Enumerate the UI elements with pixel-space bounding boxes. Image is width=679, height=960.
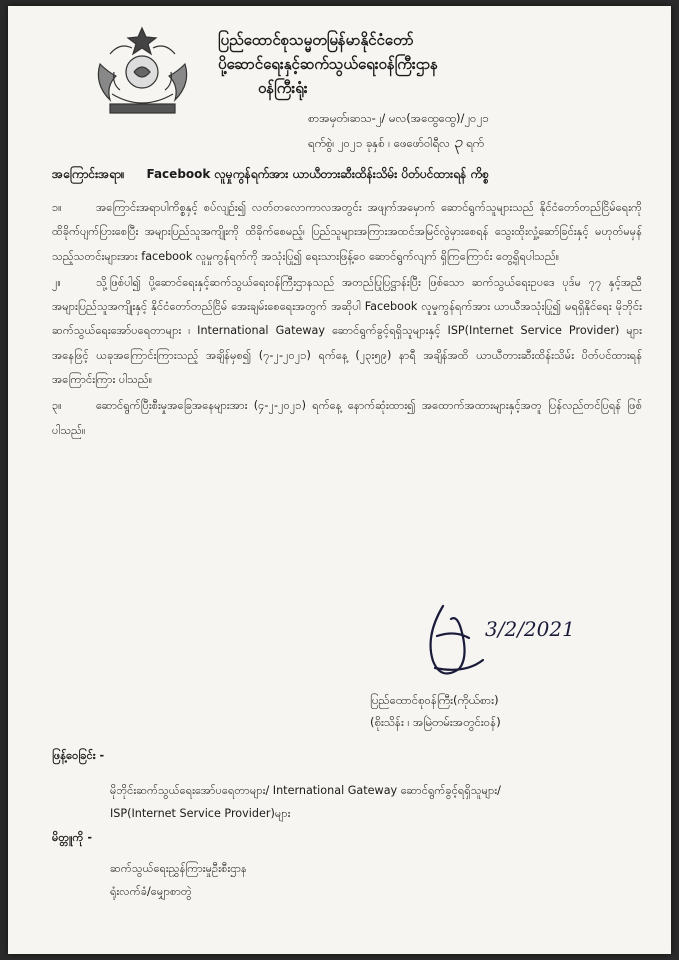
- paragraph-text: သို့ဖြစ်ပါ၍ ပို့ဆောင်ရေးနှင့်ဆက်သွယ်ရေးဝန်ကြီးဌာနသည် အတည်ပြုပြဋ္ဌာန်းပြီး ဖြစ်သော ဆက်သွယ်ရေးဥပဒေ ပုဒ်မ ၇၇ နှင့်အညီ အများပြည်သူအကျိုးနှင့် နိုင်ငံတော်တည်ငြိမ် အေးချမ်းစေရေးအတွက် အဆိုပါ Facebook လူမှုကွန်ရက်အား ယာယီအသုံးပြု၍ မရရှိနိုင်ရေး မိုဘိုင်းဆက်သွယ်ရေးအော်ပရေတာများ ၊ International Gateway ဆောင်ရွက်ခွင့်ရရှိသူများနှင့် ISP(Internet Service Provider) များအနေဖြင့် ယခုအကြောင်းကြားသည့် အချိန်မှစ၍ (၇-၂-၂၀၂၁) ရက်နေ့ (၂၃း၅၉) နာရီ အချိန်အထိ ယာယီတားဆီးထိန်းသိမ်း ပိတ်ပင်ထားရန် အကြောင်းကြား ပါသည်။: [52, 275, 642, 387]
- date-suffix: ရက်: [466, 136, 485, 150]
- distribution-line: မိုဘိုင်းဆက်သွယ်ရေးအော်ပရေတာများ/ International Gateway ဆောင်ရွက်ခွင့်ရရှိသူများ/: [110, 784, 501, 797]
- letter-number: စာအမှတ်၊ဆသ-၂/ မလ(အထွေထွေ)/၂၀၂၁: [308, 111, 489, 125]
- handwritten-signature: [413, 596, 583, 686]
- letterhead-office: ဝန်ကြီးရုံး: [258, 79, 308, 97]
- signer-title: ပြည်ထောင်စုဝန်ကြီး(ကိုယ်စား): [370, 693, 499, 707]
- copy-to-line: ဆက်သွယ်ရေးညွှန်ကြားမှုဦးစီးဌာန: [110, 862, 247, 875]
- distribution-block: [52, 744, 652, 825]
- letterhead: [218, 28, 518, 100]
- copy-to-block: [52, 826, 652, 903]
- letter-body: [52, 196, 642, 445]
- letter-date: [308, 130, 489, 155]
- letter-page: [8, 6, 671, 954]
- signature-date: 3/2/2021: [485, 617, 575, 641]
- date-day-handwritten: ၃: [453, 132, 463, 151]
- distribution-line: ISP(Internet Service Provider)များ: [110, 807, 291, 820]
- signer-name: (စိုးသိန်း ၊ အမြဲတမ်းအတွင်းဝန်): [370, 715, 501, 729]
- paragraph-3: [52, 394, 642, 443]
- paragraph-1: [52, 196, 642, 269]
- subject-label: အကြောင်းအရာ။: [52, 167, 125, 181]
- copy-to-label: မိတ္တူကို -: [52, 831, 92, 844]
- copy-to-line: ရုံးလက်ခံ/မျှောစာတွဲ: [110, 885, 192, 898]
- subject-text: Facebook လူမှုကွန်ရက်အား ယာယီတားဆီးထိန်းသိမ်း ပိတ်ပင်ထားရန် ကိစ္စ: [146, 167, 489, 181]
- state-seal-icon: [90, 24, 195, 119]
- paragraph-text: အကြောင်းအရာပါကိစ္စနှင့် စပ်လျဉ်း၍ လတ်တလောကာလအတွင်း အဖျက်အမှောက် ဆောင်ရွက်သူများသည် နိုင်ငံတော်တည်ငြိမ်ရေးကို ထိခိုက်ပျက်ပြားစေပြီး အများပြည်သူအကျိုးကို ထိခိုက်စေမည့်၊ ပြည်သူများအကြားအထင်အမြင်လွဲမှားစေရန် သွေးထိုးလှုံ့ဆော်ခြင်းနှင့် မဟုတ်မမှန်သည့်သတင်းများအား facebook လူမှုကွန်ရက်ကို အသုံးပြု၍ ရေးသားဖြန့်ဝေ ဆောင်ရွက်လျက် ရှိကြကြောင်း တွေ့ရှိရပါသည်။: [52, 201, 642, 263]
- letterhead-ministry: ပို့ဆောင်ရေးနှင့်ဆက်သွယ်ရေးဝန်ကြီးဌာန: [218, 55, 438, 73]
- paragraph-number: ၃။: [52, 399, 62, 413]
- date-prefix: ရက်စွဲ၊ ၂၀၂၁ ခုနှစ် ၊ ဖေဖော်ဝါရီလ: [308, 136, 450, 150]
- paragraph-number: ၂။: [52, 275, 61, 289]
- paragraph-text: ဆောင်ရွက်ပြီးစီးမှုအခြေအနေများအား (၄-၂-၂၀၂၁) ရက်နေ့ နောက်ဆုံးထား၍ အထောက်အထားများနှင့်အတူ ပြန်လည်တင်ပြရန် ဖြစ်ပါသည်။: [52, 399, 642, 437]
- paragraph-2: [52, 271, 642, 392]
- paragraph-number: ၁။: [52, 201, 62, 214]
- letterhead-country: ပြည်ထောင်စုသမ္မတမြန်မာနိုင်ငံတော်: [218, 31, 414, 49]
- subject-line: [52, 166, 642, 184]
- distribution-label: ဖြန့်ဝေခြင်း -: [52, 749, 105, 762]
- signer-block: [370, 689, 501, 733]
- reference-block: [308, 106, 489, 155]
